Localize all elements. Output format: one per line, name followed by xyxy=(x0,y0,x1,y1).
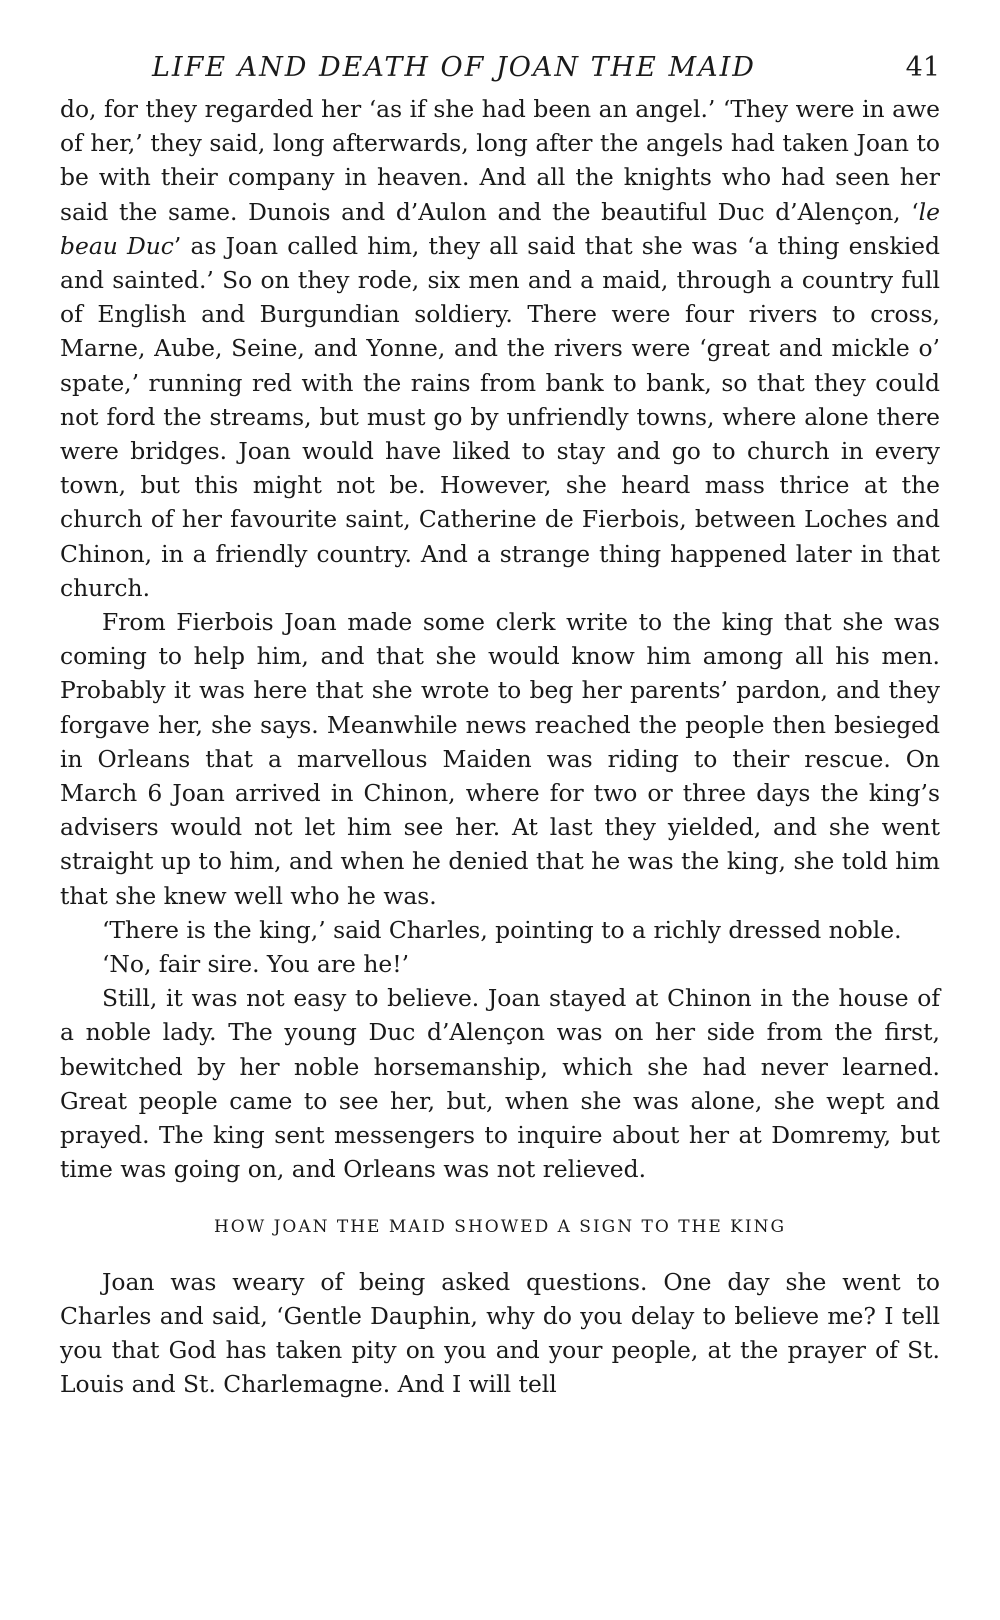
paragraph-2: From Fierbois Joan made some clerk write to the king that she was coming to help him, and that she would know him among all his men. Probably it was here that she wrote to beg her parents’ pardon, and they forgave her, she says. Meanwhile news reached the people then besieged in Orleans that a marvellous Maiden was riding to their rescue. On March 6 Joan arrived in Chinon, where for two or three days the king’s advisers would not let him see her. At last they yielded, and she went straight up to him, and when he denied that he was the king, she told him that she knew well who he was. xyxy=(60,608,940,910)
book-page xyxy=(60,52,940,1401)
paragraph-4-dialogue: ‘No, fair sire. You are he!’ xyxy=(102,950,410,979)
page-number: 41 xyxy=(905,52,940,83)
paragraph-1-text-a: do, for they regarded her ‘as if she had been an angel.’ ‘They were in awe of her,’ they said, long afterwards, long after the angels had taken Joan to be with their company in heaven. And all the knights who had seen her said the same. Dunois and d’Aulon and the beautiful Duc d’Alençon, ‘ xyxy=(60,95,940,226)
paragraph-1-text-b: ’ as Joan called him, they all said that she was ‘a thing enskied and sainted.’ So on they rode, six men and a maid, through a country full of English and Burgundian soldiery. There were four rivers to cross, Marne, Aube, Seine, and Yonne, and the rivers were ‘great and mickle o’ spate,’ running red with the rains from bank to bank, so that they could not ford the streams, but must go by unfriendly towns, where alone there were bridges. Joan would have liked to stay and go to church in every town, but this might not be. However, she heard mass thrice at the church of her favourite saint, Catherine de Fierbois, between Loches and Chinon, in a friendly country. And a strange thing happened later in that church. xyxy=(60,231,940,602)
paragraph-5: Still, it was not easy to believe. Joan stayed at Chinon in the house of a noble lady. The young Duc d’Alençon was on her side from the first, bewitched by her noble horsemanship, which she had never learned. Great people came to see her, but, when she was alone, she wept and prayed. The king sent messengers to inquire about her at Domremy, but time was going on, and Orleans was not relieved. xyxy=(60,984,940,1184)
running-head xyxy=(60,52,940,92)
section-paragraph-1: Joan was weary of being asked questions. One day she went to Charles and said, ‘Gentle Dauphin, why do you delay to believe me? I tell you that God has taken pity on you and your people, at the prayer of St. Louis and St. Charlemagne. And I will tell xyxy=(60,1267,940,1399)
running-title: LIFE AND DEATH OF JOAN THE MAID xyxy=(152,52,756,83)
paragraph-1-italic-phrase: le beau Duc xyxy=(60,197,940,260)
section-heading: HOW JOAN THE MAID SHOWED A SIGN TO THE KING xyxy=(213,1216,787,1237)
paragraph-3-dialogue: ‘There is the king,’ said Charles, pointing to a richly dressed noble. xyxy=(102,915,902,944)
paragraph-1 xyxy=(60,92,940,605)
